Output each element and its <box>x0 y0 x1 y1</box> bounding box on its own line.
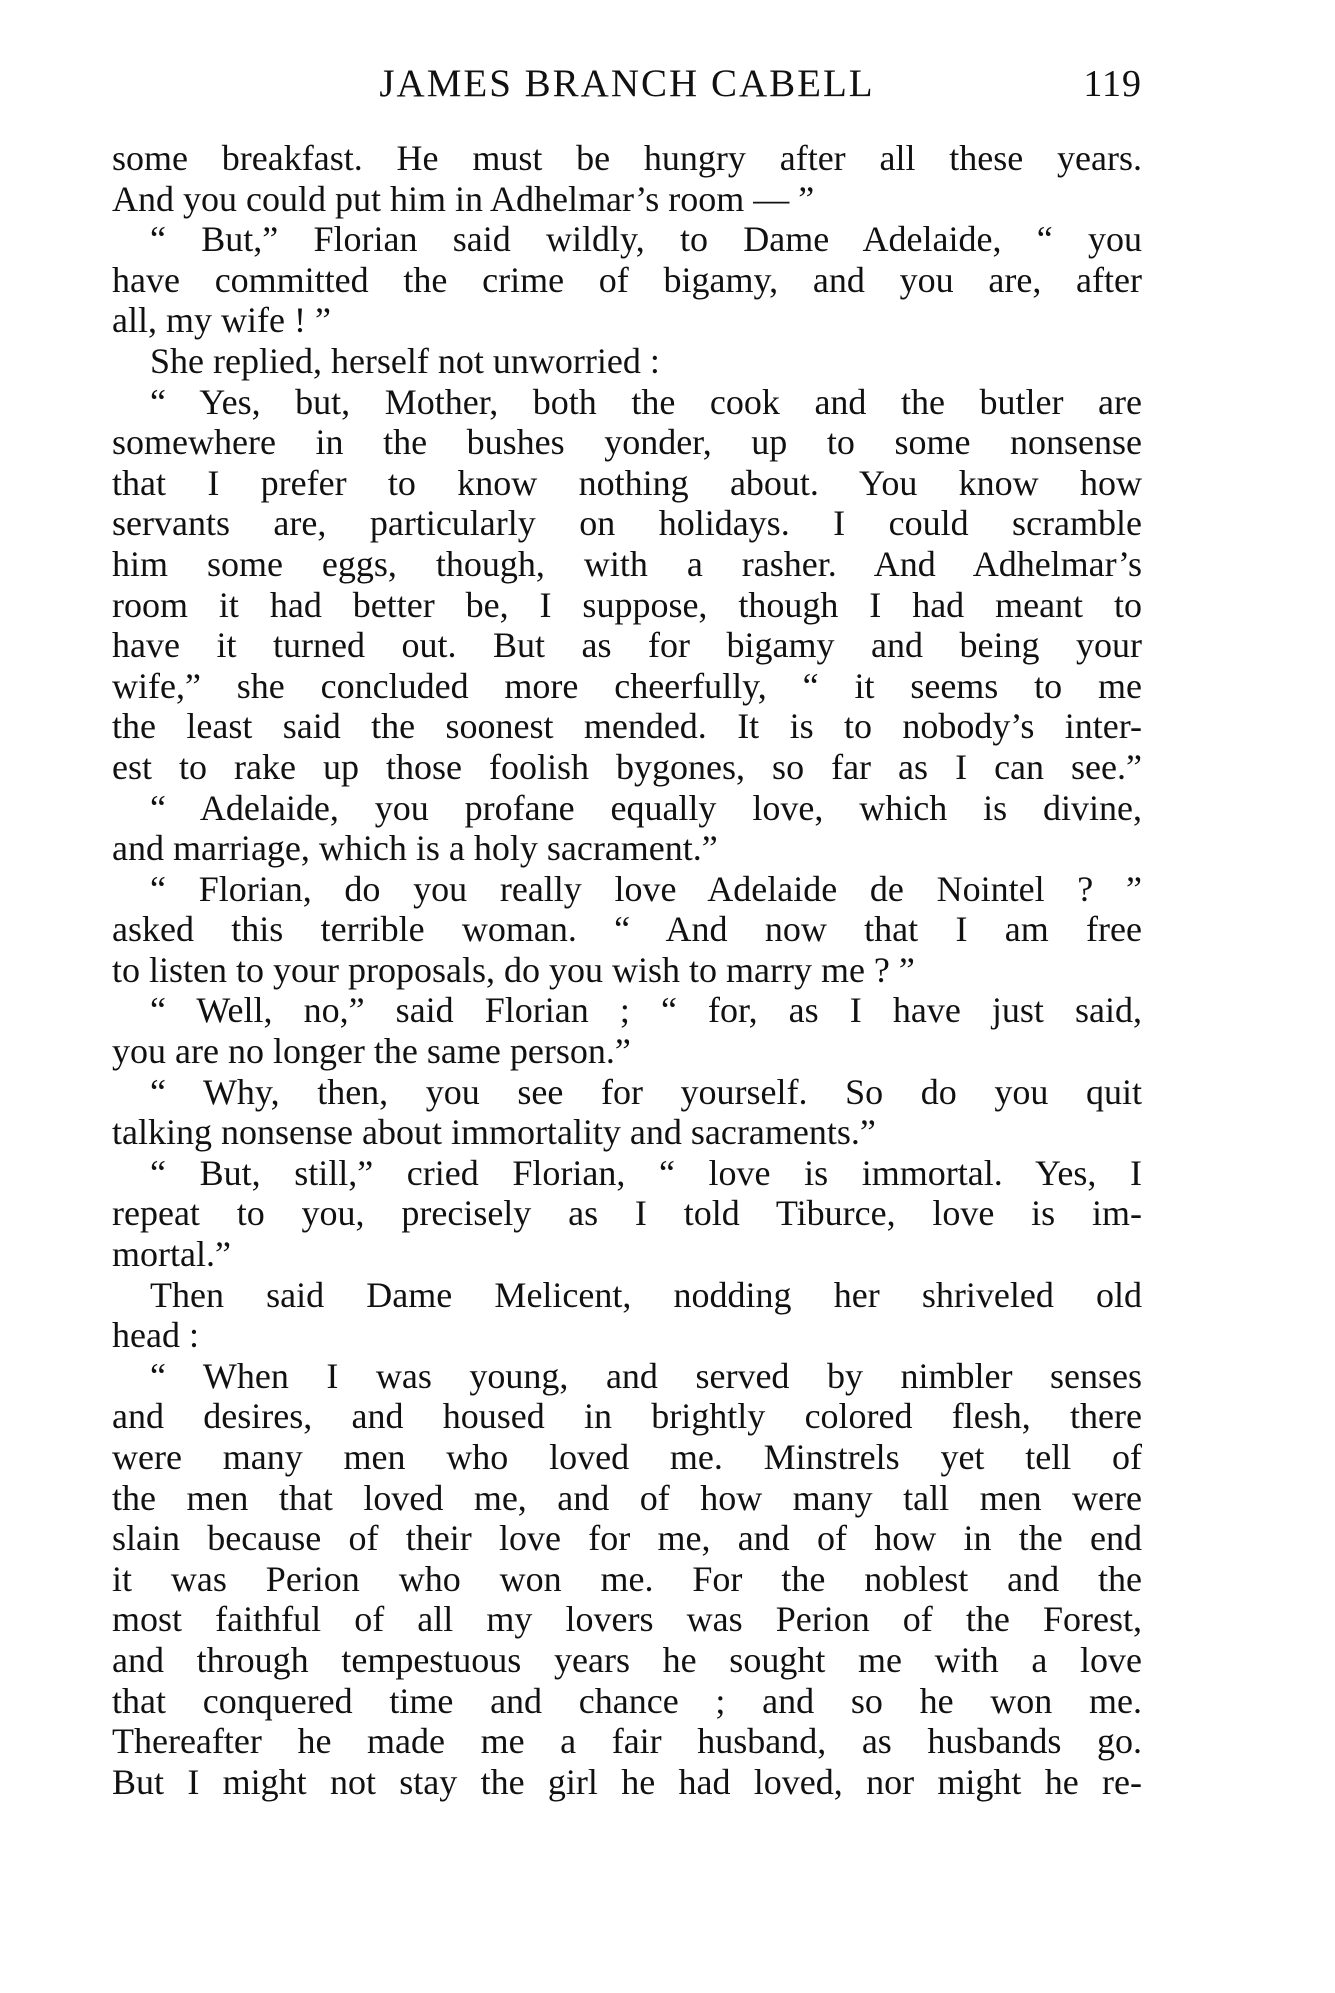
text-line: Thereafter he made me a fair husband, as husbands go. <box>112 1721 1142 1762</box>
text-line: him some eggs, though, with a rasher. And Adhelmar’s <box>112 543 1142 584</box>
page-number: 119 <box>1083 63 1142 105</box>
text-line: “ Well, no,” said Florian ; “ for, as I have just said, <box>150 990 1142 1031</box>
text-line: you are no longer the same person.” <box>112 1031 631 1072</box>
text-line: And you could put him in Adhelmar’s room — ” <box>112 178 815 219</box>
text-line: the men that loved me, and of how many tall men were <box>112 1477 1142 1518</box>
text-line: and marriage, which is a holy sacrament.” <box>112 828 718 869</box>
text-line: repeat to you, precisely as I told Tiburce, love is im- <box>112 1193 1142 1234</box>
text-line: “ Why, then, you see for yourself. So do you quit <box>150 1071 1142 1112</box>
text-line: the least said the soonest mended. It is to nobody’s inter- <box>112 706 1142 747</box>
text-line: She replied, herself not unworried : <box>150 340 660 381</box>
text-line: talking nonsense about immortality and sacraments.” <box>112 1112 876 1153</box>
text-line: and through tempestuous years he sought me with a love <box>112 1639 1142 1680</box>
text-line: “ Florian, do you really love Adelaide de Nointel ? ” <box>150 868 1142 909</box>
text-line: to listen to your proposals, do you wish to marry me ? ” <box>112 949 915 990</box>
text-line: some breakfast. He must be hungry after all these years. <box>112 138 1142 178</box>
running-head <box>112 58 1142 110</box>
text-line: somewhere in the bushes yonder, up to some nonsense <box>112 422 1142 463</box>
text-line: were many men who loved me. Minstrels yet tell of <box>112 1437 1142 1477</box>
text-line: that I prefer to know nothing about. You know how <box>112 462 1142 503</box>
text-line: wife,” she concluded more cheerfully, “ it seems to me <box>112 665 1142 706</box>
text-line: and desires, and housed in brightly colored flesh, there <box>112 1396 1142 1437</box>
text-line: mortal.” <box>112 1234 231 1275</box>
text-line: “ But,” Florian said wildly, to Dame Adelaide, “ you <box>150 219 1142 260</box>
text-line: “ But, still,” cried Florian, “ love is immortal. Yes, I <box>150 1152 1142 1193</box>
running-head-title: JAMES BRANCH CABELL <box>379 62 875 105</box>
text-line: slain because of their love for me, and of how in the end <box>112 1518 1142 1559</box>
text-line: “ Yes, but, Mother, both the cook and the butler are <box>150 381 1142 422</box>
text-line: “ When I was young, and served by nimbler senses <box>150 1355 1142 1396</box>
text-line: asked this terrible woman. “ And now that I am free <box>112 909 1142 950</box>
text-line: that conquered time and chance ; and so he won me. <box>112 1680 1142 1721</box>
text-line: all, my wife ! ” <box>112 300 331 341</box>
text-line: room it had better be, I suppose, though I had meant to <box>112 584 1142 625</box>
text-line: have it turned out. But as for bigamy and being your <box>112 625 1142 666</box>
text-line: have committed the crime of bigamy, and you are, after <box>112 259 1142 300</box>
text-line: head : <box>112 1315 199 1356</box>
text-line: Then said Dame Melicent, nodding her shriveled old <box>150 1274 1142 1315</box>
text-line: most faithful of all my lovers was Perion of the Forest, <box>112 1599 1142 1640</box>
text-line: est to rake up those foolish bygones, so far as I can see.” <box>112 746 1142 787</box>
text-line: “ Adelaide, you profane equally love, which is divine, <box>150 787 1142 828</box>
text-line: it was Perion who won me. For the noblest and the <box>112 1558 1142 1599</box>
body-text <box>112 138 1142 1802</box>
text-line: But I might not stay the girl he had loved, nor might he re- <box>112 1761 1142 1802</box>
text-line: servants are, particularly on holidays. I could scramble <box>112 503 1142 544</box>
